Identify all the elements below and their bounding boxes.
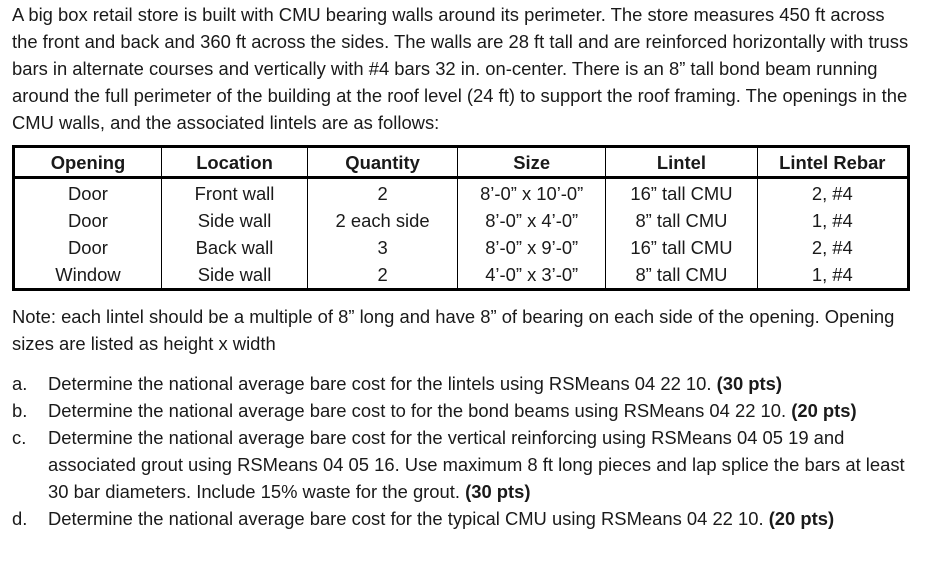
cell-opening: Door <box>14 207 162 234</box>
cell-location: Side wall <box>161 207 307 234</box>
cell-size: 8’-0” x 4’-0” <box>458 207 606 234</box>
cell-lintel-rebar: 1, #4 <box>757 261 908 290</box>
question-text: Determine the national average bare cost for the typical CMU using RSMeans 04 22 10. <box>48 508 769 529</box>
cell-lintel: 16” tall CMU <box>606 178 757 208</box>
table-row <box>14 207 909 234</box>
cell-opening: Door <box>14 234 162 261</box>
cell-lintel-rebar: 1, #4 <box>757 207 908 234</box>
question-item-b <box>12 397 912 424</box>
question-points: (30 pts) <box>716 373 782 394</box>
column-header-quantity: Quantity <box>308 147 458 178</box>
cell-opening: Window <box>14 261 162 290</box>
cell-opening: Door <box>14 178 162 208</box>
cell-lintel-rebar: 2, #4 <box>757 178 908 208</box>
question-points: (30 pts) <box>465 481 531 502</box>
cell-lintel: 8” tall CMU <box>606 207 757 234</box>
question-letter: a. <box>12 373 28 394</box>
table-row <box>14 234 909 261</box>
question-points: (20 pts) <box>768 508 835 529</box>
cell-lintel-rebar: 2, #4 <box>757 234 908 261</box>
table-header-row <box>14 147 909 178</box>
question-letter: b. <box>12 400 28 421</box>
column-header-size: Size <box>458 147 606 178</box>
question-item-a <box>12 370 912 397</box>
table-row <box>14 261 909 290</box>
column-header-lintel-rebar: Lintel Rebar <box>757 147 908 178</box>
column-header-location: Location <box>161 147 307 178</box>
cell-quantity: 2 <box>308 178 458 208</box>
cell-quantity: 2 each side <box>308 207 458 234</box>
column-header-lintel: Lintel <box>606 147 757 178</box>
cell-quantity: 3 <box>308 234 458 261</box>
question-item-c <box>12 424 912 505</box>
cell-lintel: 8” tall CMU <box>606 261 757 290</box>
cell-location: Back wall <box>161 234 307 261</box>
question-item-d <box>12 505 912 532</box>
cell-size: 8’-0” x 9’-0” <box>458 234 606 261</box>
question-text: Determine the national average bare cost for the lintels using RSMeans 04 22 10. <box>48 373 717 394</box>
problem-statement: A big box retail store is built with CMU bearing walls around its perimeter. The store measures 450 ft across the front and back and 360 ft across the sides. The walls are 28 ft tall and are reinforced horizontally with truss bars in alternate courses and vertically with #4 bars 32 in. on-center. There is an 8” tall bond beam running around the full perimeter of the building at the roof level (24 ft) to support the roof framing. The openings in the CMU walls, and the associated lintels are as follows: <box>12 4 909 133</box>
cell-size: 8’-0” x 10’-0” <box>458 178 606 208</box>
cell-size: 4’-0” x 3’-0” <box>458 261 606 290</box>
openings-table <box>12 145 910 291</box>
cell-location: Side wall <box>161 261 307 290</box>
question-list <box>12 370 912 532</box>
question-letter: c. <box>12 427 27 448</box>
table-row <box>14 178 909 208</box>
note-text: Note: each lintel should be a multiple of 8” long and have 8” of bearing on each side of the opening. Opening sizes are listed as height x width <box>12 306 895 354</box>
question-text: Determine the national average bare cost to for the bond beams using RSMeans 04 22 10. <box>48 400 792 421</box>
question-letter: d. <box>12 508 28 529</box>
cell-location: Front wall <box>161 178 307 208</box>
cell-lintel: 16” tall CMU <box>606 234 757 261</box>
column-header-opening: Opening <box>14 147 162 178</box>
question-text: Determine the national average bare cost for the vertical reinforcing using RSMeans 04 05 19 and associated grout using RSMeans 04 05 16. Use maximum 8 ft long pieces and lap splice the bars at least 30 bar diameters. Include 15% waste for the grout. <box>48 427 905 502</box>
question-points: (20 pts) <box>791 400 857 421</box>
cell-quantity: 2 <box>308 261 458 290</box>
